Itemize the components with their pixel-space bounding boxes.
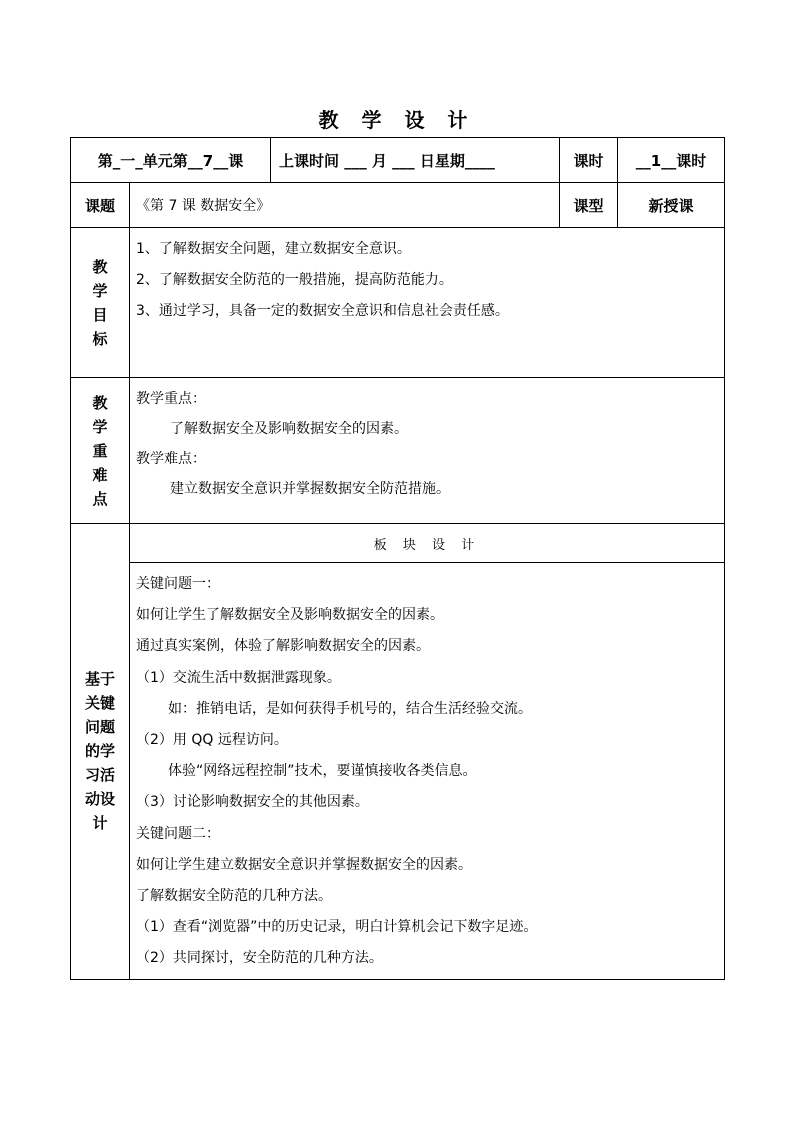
- focus-label: 教学重点：: [136, 391, 206, 407]
- activities-content: [130, 563, 725, 980]
- difficulty-text: 建立数据安全意识并掌握数据安全防范措施。: [170, 481, 450, 497]
- activity-line: 了解数据安全防范的几种方法。: [136, 888, 332, 905]
- activity-line: 如：推销电话，是如何获得手机号的，结合生活经验交流。: [168, 700, 532, 717]
- focus-text: 了解数据安全及影响数据安全的因素。: [170, 421, 408, 437]
- unit-lesson-cell: 第_一_单元第__7__课: [71, 138, 271, 183]
- class-time-cell: 上课时间 ___ 月 ___ 日星期____: [271, 138, 560, 183]
- activity-line: 关键问题二：: [136, 825, 220, 842]
- activities-content-row: [71, 563, 725, 980]
- key-points-row: [71, 378, 725, 524]
- activity-line: 通过真实案例，体验了解影响数据安全的因素。: [136, 638, 430, 655]
- activity-line: （1）查看“浏览器”中的历史记录，明白计算机会记下数字足迹。: [136, 919, 538, 936]
- activity-line: （3）讨论影响数据安全的其他因素。: [136, 794, 369, 811]
- hours-value: __1__课时: [618, 138, 725, 183]
- activity-line: （1）交流生活中数据泄露现象。: [136, 669, 341, 686]
- activity-line: 如何让学生了解数据安全及影响数据安全的因素。: [136, 607, 444, 624]
- activity-line: 关键问题一：: [136, 576, 220, 592]
- objectives-row: [71, 228, 725, 378]
- activities-head-row: [71, 524, 725, 563]
- lesson-type-label: 课型: [560, 183, 618, 228]
- hours-label: 课时: [560, 138, 618, 183]
- topic-row: [71, 183, 725, 228]
- block-design-heading: 板 块 设 计: [130, 524, 725, 563]
- lesson-type-value: 新授课: [618, 183, 725, 228]
- topic-value: 《第 7 课 数据安全》: [130, 183, 560, 228]
- objective-item: 1、了解数据安全问题，建立数据安全意识。: [136, 241, 411, 257]
- objectives-label: 教 学 目 标: [71, 228, 130, 378]
- difficulty-label: 教学难点：: [136, 451, 206, 467]
- activity-line: 体验“网络远程控制”技术，要谨慎接收各类信息。: [168, 763, 477, 780]
- key-points-label: 教 学 重 难 点: [71, 378, 130, 524]
- page-title: 教 学 设 计: [318, 108, 476, 132]
- key-points-content: [130, 378, 725, 524]
- objective-item: 3、通过学习，具备一定的数据安全意识和信息社会责任感。: [136, 303, 509, 319]
- activity-line: （2）用 QQ 远程访问。: [136, 732, 288, 749]
- activity-line: （2）共同探讨，安全防范的几种方法。: [136, 950, 383, 967]
- lesson-plan-table: [70, 137, 725, 980]
- objectives-content: [130, 228, 725, 378]
- activities-label: 基于 关键 问题 的学 习活 动设 计: [71, 524, 130, 980]
- activity-line: 如何让学生建立数据安全意识并掌握数据安全的因素。: [136, 856, 472, 873]
- topic-label: 课题: [71, 183, 130, 228]
- header-row: [71, 138, 725, 183]
- objective-item: 2、了解数据安全防范的一般措施，提高防范能力。: [136, 272, 453, 288]
